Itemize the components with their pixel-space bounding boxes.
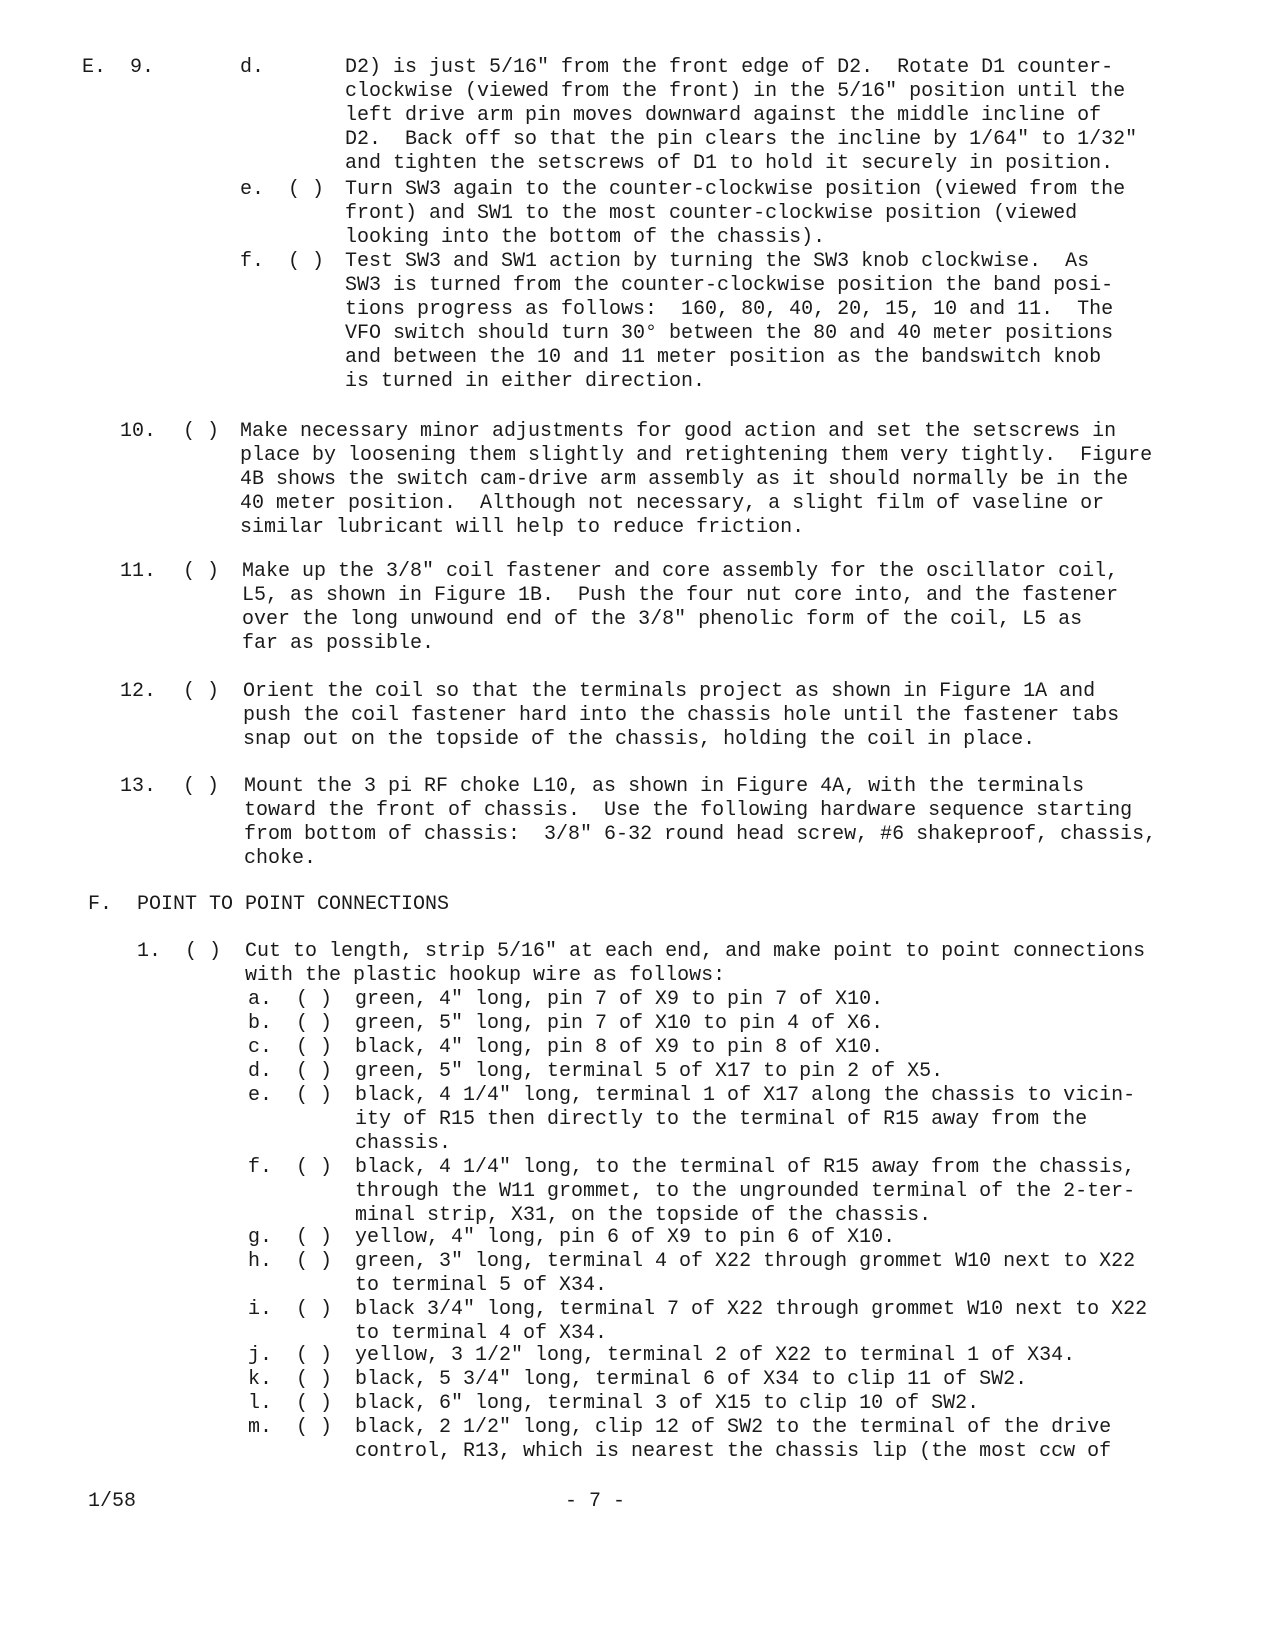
step-number: 12. [120,680,157,703]
step-text [355,1392,979,1416]
sub-step-letter: e. [248,1084,273,1107]
step-number: 11. [120,560,157,583]
step-text [355,1226,895,1250]
text-line: and between the 10 and 11 meter position as the bandswitch knob [345,346,1102,369]
text-line: POINT TO POINT CONNECTIONS [137,893,450,916]
text-line: black, 4 1/4" long, to the terminal of R15 away from the chassis, [355,1156,1136,1179]
text-line: over the long unwound end of the 3/8" phenolic form of the coil, L5 as [242,608,1083,631]
sub-step-letter: f. [240,250,265,273]
step-text [355,1368,1027,1392]
checkbox[interactable]: ( ) [296,1416,333,1439]
step-text [355,1060,943,1084]
checkbox[interactable]: ( ) [296,1036,333,1059]
sub-step-letter: b. [248,1012,273,1035]
text-line: ity of R15 then directly to the terminal of R15 away from the [355,1108,1088,1131]
checkbox[interactable]: ( ) [185,940,222,963]
text-line: 4B shows the switch cam-drive arm assembly as it should normally be in the [240,468,1129,491]
sub-step-letter: d. [248,1060,273,1083]
step-text [345,56,1137,176]
text-line: Mount the 3 pi RF choke L10, as shown in Figure 4A, with the terminals [244,775,1085,798]
text-line: tions progress as follows: 160, 80, 40, 20, 15, 10 and 11. The [345,298,1114,321]
text-line: push the coil fastener hard into the chassis hole until the fastener tabs [243,704,1120,727]
checkbox[interactable]: ( ) [183,560,220,583]
text-line: with the plastic hookup wire as follows: [245,964,726,987]
step-text [245,940,1145,988]
checkbox[interactable]: ( ) [296,1298,333,1321]
text-line: left drive arm pin moves downward against the middle incline of [345,104,1102,127]
footer-date: 1/58 [88,1490,137,1513]
text-line: toward the front of chassis. Use the following hardware sequence starting [244,799,1133,822]
sub-step-letter: c. [248,1036,273,1059]
text-line: 40 meter position. Although not necessary, a slight film of vaseline or [240,492,1105,515]
sub-step-letter: g. [248,1226,273,1249]
step-text [244,775,1156,871]
sub-step-letter: k. [248,1368,273,1391]
text-line: black, 4 1/4" long, terminal 1 of X17 along the chassis to vicin- [355,1084,1136,1107]
text-line: Test SW3 and SW1 action by turning the SW3 knob clockwise. As [345,250,1090,273]
text-line: from bottom of chassis: 3/8" 6-32 round head screw, #6 shakeproof, chassis, [244,823,1157,846]
text-line: black, 4" long, pin 8 of X9 to pin 8 of X10. [355,1036,884,1059]
sub-step-letter: d. [240,56,265,79]
checkbox[interactable]: ( ) [296,988,333,1011]
text-line: Orient the coil so that the terminals project as shown in Figure 1A and [243,680,1096,703]
text-line: D2. Back off so that the pin clears the incline by 1/64" to 1/32" [345,128,1138,151]
text-line: choke. [244,847,317,870]
text-line: VFO switch should turn 30° between the 80 and 40 meter positions [345,322,1114,345]
step-text [345,250,1113,394]
text-line: black, 5 3/4" long, terminal 6 of X34 to clip 11 of SW2. [355,1368,1028,1391]
text-line: Make necessary minor adjustments for good action and set the setscrews in [240,420,1117,443]
text-line: place by loosening them slightly and retightening them very tightly. Figure [240,444,1153,467]
step-number: 10. [120,420,157,443]
text-line: yellow, 3 1/2" long, terminal 2 of X22 to terminal 1 of X34. [355,1344,1076,1367]
checkbox[interactable]: ( ) [288,178,325,201]
page-number: - 7 - [565,1490,626,1513]
text-line: black, 6" long, terminal 3 of X15 to clip 10 of SW2. [355,1392,980,1415]
text-line: green, 4" long, pin 7 of X9 to pin 7 of X10. [355,988,884,1011]
text-line: chassis. [355,1132,452,1155]
text-line: yellow, 4" long, pin 6 of X9 to pin 6 of X10. [355,1226,896,1249]
text-line: through the W11 grommet, to the ungrounded terminal of the 2-ter- [355,1180,1136,1203]
checkbox[interactable]: ( ) [183,775,220,798]
text-line: control, R13, which is nearest the chassis lip (the most ccw of [355,1440,1112,1463]
step-text [355,1416,1111,1464]
sub-step-letter: l. [248,1392,273,1415]
text-line: front) and SW1 to the most counter-clockwise position (viewed [345,202,1078,225]
checkbox[interactable]: ( ) [183,680,220,703]
text-line: Make up the 3/8" coil fastener and core assembly for the oscillator coil, [242,560,1119,583]
checkbox[interactable]: ( ) [296,1156,333,1179]
text-line: far as possible. [242,632,435,655]
step-number: 13. [120,775,157,798]
text-line: is turned in either direction. [345,370,706,393]
checkbox[interactable]: ( ) [183,420,220,443]
step-text [242,560,1118,656]
step-text [355,1344,1075,1368]
checkbox[interactable]: ( ) [296,1392,333,1415]
step-text [345,178,1125,250]
step-text [355,1298,1147,1346]
step-text [355,1250,1135,1298]
text-line: to terminal 4 of X34. [355,1322,608,1345]
text-line: black, 2 1/2" long, clip 12 of SW2 to the terminal of the drive [355,1416,1112,1439]
step-number: 9. [130,56,155,79]
sub-step-letter: j. [248,1344,273,1367]
sub-step-letter: m. [248,1416,273,1439]
text-line: Turn SW3 again to the counter-clockwise position (viewed from the [345,178,1126,201]
text-line: and tighten the setscrews of D1 to hold it securely in position. [345,152,1114,175]
text-line: clockwise (viewed from the front) in the 5/16" position until the [345,80,1126,103]
text-line: snap out on the topside of the chassis, holding the coil in place. [243,728,1036,751]
text-line: L5, as shown in Figure 1B. Push the four nut core into, and the fastener [242,584,1119,607]
text-line: green, 5" long, terminal 5 of X17 to pin 2 of X5. [355,1060,944,1083]
step-text [137,893,449,917]
sub-step-letter: h. [248,1250,273,1273]
checkbox[interactable]: ( ) [296,1060,333,1083]
step-text [243,680,1119,752]
text-line: D2) is just 5/16" from the front edge of D2. Rotate D1 counter- [345,56,1114,79]
text-line: SW3 is turned from the counter-clockwise position the band posi- [345,274,1114,297]
checkbox[interactable]: ( ) [296,1226,333,1249]
sub-step-letter: i. [248,1298,273,1321]
text-line: green, 5" long, pin 7 of X10 to pin 4 of X6. [355,1012,884,1035]
text-line: minal strip, X31, on the topside of the chassis. [355,1204,932,1227]
checkbox[interactable]: ( ) [288,250,325,273]
text-line: similar lubricant will help to reduce friction. [240,516,805,539]
step-text [355,1156,1135,1228]
step-text [355,1084,1135,1156]
checkbox[interactable]: ( ) [296,1250,333,1273]
checkbox[interactable]: ( ) [296,1084,333,1107]
text-line: Cut to length, strip 5/16" at each end, and make point to point connections [245,940,1146,963]
checkbox[interactable]: ( ) [296,1012,333,1035]
checkbox[interactable]: ( ) [296,1344,333,1367]
section-letter: E. [82,56,107,79]
sub-step-letter: f. [248,1156,273,1179]
step-text [240,420,1152,540]
text-line: to terminal 5 of X34. [355,1274,608,1297]
checkbox[interactable]: ( ) [296,1368,333,1391]
step-text [355,1036,883,1060]
sub-step-letter: a. [248,988,273,1011]
step-text [355,1012,883,1036]
text-line: green, 3" long, terminal 4 of X22 through grommet W10 next to X22 [355,1250,1136,1273]
sub-step-letter: e. [240,178,265,201]
text-line: black 3/4" long, terminal 7 of X22 through grommet W10 next to X22 [355,1298,1148,1321]
step-number: 1. [137,940,162,963]
section-letter: F. [88,893,113,916]
text-line: looking into the bottom of the chassis). [345,226,826,249]
step-text [355,988,883,1012]
